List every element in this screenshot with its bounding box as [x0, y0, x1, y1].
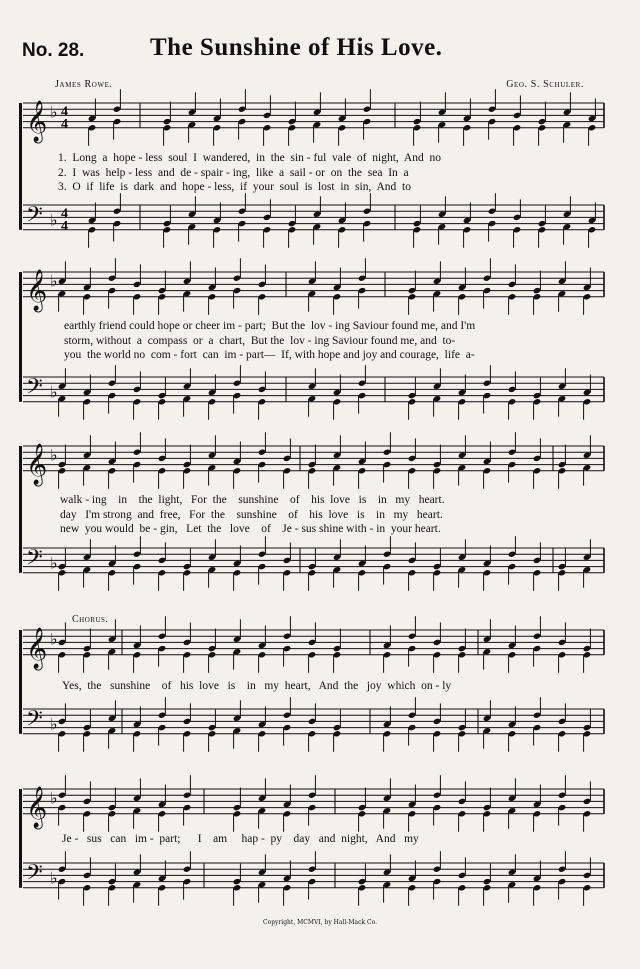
lyric-line-s5-chorus: Je - sus can im - part; I am hap - py day and night, And my: [62, 833, 419, 845]
lyric-line-s4-chorus: Yes, the sunshine of his love is in my heart, And the joy which on - ly: [62, 680, 452, 692]
hymn-title: The Sunshine of His Love.: [150, 34, 443, 61]
flat-sign-icon: ♭: [50, 629, 58, 649]
treble-clef-icon: 𝄞: [26, 443, 48, 485]
system-bracket: [19, 272, 22, 402]
hymn-number: No. 28.: [22, 40, 85, 61]
treble-clef-icon: 𝄞: [26, 786, 48, 828]
lyric-line-s3-v2: day I'm strong and free, For the sunshine of his love is in my heart.: [60, 509, 443, 521]
treble-clef-icon: 𝄞: [26, 100, 48, 142]
flat-sign-icon: ♭: [50, 382, 58, 402]
bass-clef-icon: 𝄢: [26, 545, 43, 576]
time-signature-bottom: 4: [61, 218, 68, 234]
flat-sign-icon: ♭: [50, 445, 58, 465]
copyright-notice: Copyright, MCMVI, by Hall-Mack Co.: [263, 919, 377, 926]
system-bracket: [19, 789, 22, 888]
chorus-label: Chorus.: [72, 614, 109, 625]
lyric-line-s1-v2: 2. I was help - less and de - spair - ing, like a sail - or on the sea In a: [58, 167, 409, 179]
bass-clef-icon: 𝄢: [26, 706, 43, 737]
time-signature-top: 4: [61, 206, 68, 222]
system-bracket: [19, 630, 22, 734]
lyric-line-s2-v2: storm, without a compass or a chart, But the lov - ing Saviour found me, and to-: [64, 335, 456, 347]
lyricist-credit: James Rowe.: [55, 79, 113, 90]
system-bracket: [19, 446, 22, 573]
flat-sign-icon: ♭: [50, 788, 58, 808]
time-signature-bottom: 4: [61, 116, 68, 132]
lyric-line-s2-v1: earthly friend could hope or cheer im - part; But the lov - ing Saviour found me, and I'm: [64, 320, 476, 332]
lyric-line-s3-v3: new you would be - gin, Let the love of Je - sus shine with - in your heart.: [60, 523, 441, 535]
treble-clef-icon: 𝄞: [26, 269, 48, 311]
system-bracket: [19, 103, 22, 230]
flat-sign-icon: ♭: [50, 271, 58, 291]
flat-sign-icon: ♭: [50, 102, 58, 122]
lyric-line-s1-v3: 3. O if life is dark and hope - less, if your soul is lost in sin, And to: [58, 181, 411, 193]
lyric-line-s3-v1: walk - ing in the light, For the sunshine of his love is in my heart.: [60, 494, 445, 506]
bass-clef-icon: 𝄢: [26, 202, 43, 233]
flat-sign-icon: ♭: [50, 553, 58, 573]
flat-sign-icon: ♭: [50, 714, 58, 734]
bass-clef-icon: 𝄢: [26, 860, 43, 891]
lyric-line-s2-v3: you the world no com - fort can im - part— If, with hope and joy and courage, life a-: [64, 349, 475, 361]
time-signature-top: 4: [61, 104, 68, 120]
flat-sign-icon: ♭: [50, 210, 58, 230]
treble-clef-icon: 𝄞: [26, 627, 48, 669]
bass-clef-icon: 𝄢: [26, 374, 43, 405]
flat-sign-icon: ♭: [50, 868, 58, 888]
composer-credit: Geo. S. Schuler.: [506, 79, 584, 90]
lyric-line-s1-v1: 1. Long a hope - less soul I wandered, in the sin - ful vale of night, And no: [58, 152, 441, 164]
